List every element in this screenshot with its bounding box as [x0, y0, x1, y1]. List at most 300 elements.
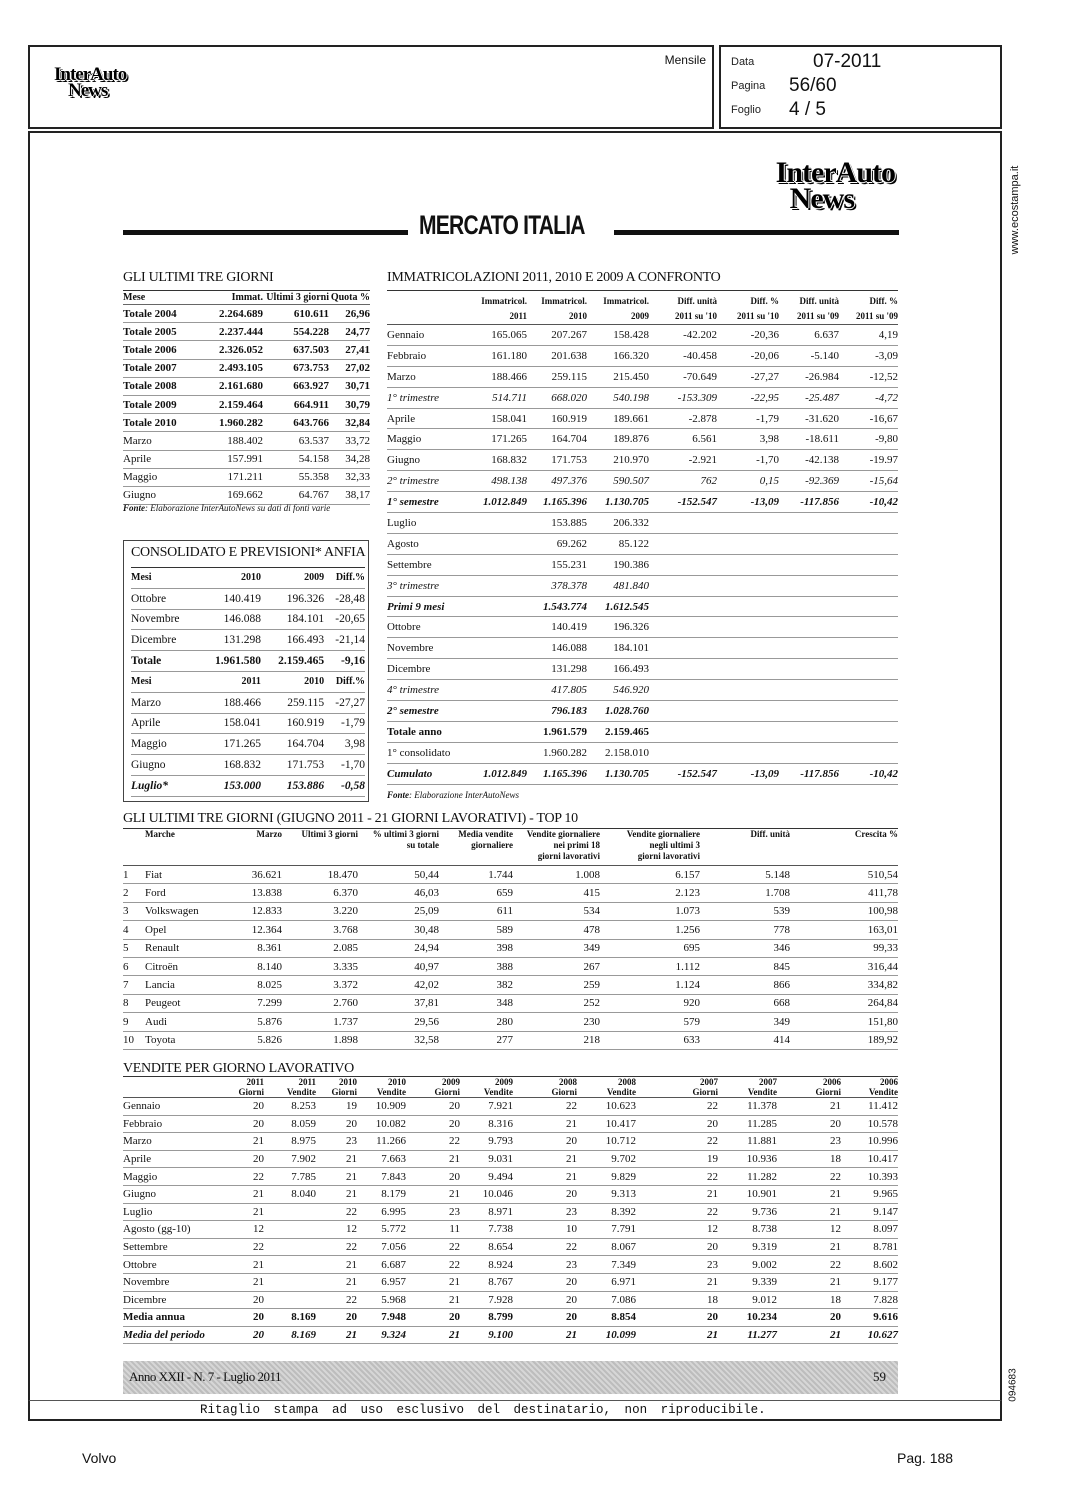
table-row — [131, 651, 365, 672]
table-row — [131, 671, 365, 692]
column-header — [460, 1077, 513, 1098]
table-cell: Aprile — [123, 1150, 218, 1168]
table-cell: % ultimi 3 giorni — [372, 829, 439, 839]
reproduction-notice: Ritaglio stampa ad uso esclusivo del destinatario, non riproducibile. — [200, 1403, 766, 1417]
issue-label: Anno XXII - N. 7 - Luglio 2011 — [129, 1369, 282, 1384]
table-row — [123, 1221, 898, 1239]
table-cell: giorni lavorativi — [637, 851, 700, 861]
table-cell: 2011 — [246, 1077, 264, 1087]
table-cell: -153.309 — [649, 387, 717, 408]
table-cell: 21 — [406, 1291, 460, 1309]
table-cell: 9.002 — [718, 1256, 777, 1274]
table-cell: 2011 — [509, 311, 527, 321]
table-cell: 264,84 — [790, 994, 898, 1012]
table-cell: 2.123 — [600, 884, 700, 902]
table-cell — [779, 617, 839, 638]
column-header — [577, 1077, 636, 1098]
table-cell: 20 — [777, 1115, 841, 1133]
table-cell — [469, 701, 527, 722]
table-cell: Totale 2009 — [123, 395, 201, 413]
table-cell: Mesi — [131, 568, 198, 589]
table-cell: 8.799 — [460, 1309, 513, 1327]
table-cell: 32,33 — [329, 468, 370, 486]
table-cell: negli ultimi 3 — [649, 840, 700, 850]
table-cell: 20 — [513, 1309, 577, 1327]
table-cell: 6.637 — [779, 325, 839, 346]
table-row — [387, 617, 898, 638]
table-cell: 12.833 — [227, 902, 282, 920]
column-header — [123, 829, 145, 866]
table-cell: Febbraio — [387, 345, 469, 366]
table-cell: 2008 — [618, 1077, 636, 1087]
table-cell: 540.198 — [587, 387, 649, 408]
table-cell: 20 — [777, 1309, 841, 1327]
table-cell: 316,44 — [790, 957, 898, 975]
table-cell: -42.202 — [649, 325, 717, 346]
table-cell — [264, 1256, 316, 1274]
table-cell: 9.494 — [460, 1168, 513, 1186]
table-row — [123, 414, 370, 432]
table-cell: 168.832 — [198, 755, 261, 776]
table-cell: 36.621 — [227, 866, 282, 884]
table-row — [387, 471, 898, 492]
table-cell — [264, 1273, 316, 1291]
table-cell: 2.493.105 — [201, 359, 263, 377]
table-cell: 21 — [406, 1185, 460, 1203]
table-cell: 22 — [636, 1203, 718, 1221]
table-cell: 3 — [123, 902, 145, 920]
table-row — [387, 680, 898, 701]
table-cell: Fiat — [145, 866, 227, 884]
table-cell: 1 — [123, 866, 145, 884]
table-cell: 11.378 — [718, 1098, 777, 1116]
table-cell: Maggio — [131, 734, 198, 755]
table-cell: 9.702 — [577, 1150, 636, 1168]
table-cell: Maggio — [123, 468, 201, 486]
table-cell: Dicembre — [131, 630, 198, 651]
table-cell: 2.760 — [282, 994, 358, 1012]
table-cell: 611 — [439, 902, 513, 920]
table-cell: Media annua — [123, 1309, 218, 1327]
table-cell: 11.412 — [841, 1098, 898, 1116]
table-cell: 778 — [700, 921, 790, 939]
table-cell: 1.008 — [513, 866, 600, 884]
table-cell: Totale 2007 — [123, 359, 201, 377]
table-cell: 378.378 — [527, 575, 587, 596]
table-cell: Giorni — [815, 1087, 841, 1097]
table-cell: 21 — [218, 1185, 264, 1203]
table-cell: 9.313 — [577, 1185, 636, 1203]
table-cell: -21,14 — [324, 630, 365, 651]
table-cell: 153.886 — [261, 775, 324, 796]
column-header — [841, 1077, 898, 1098]
table-row — [387, 366, 898, 387]
table-cell: 168.832 — [469, 450, 527, 471]
table-cell: 37,81 — [358, 994, 439, 1012]
table-cell: 4° trimestre — [387, 680, 469, 701]
table-cell: 22 — [406, 1133, 460, 1151]
table-cell — [839, 659, 898, 680]
table-cell: 20 — [218, 1098, 264, 1116]
table-cell: 21 — [316, 1185, 357, 1203]
table-row — [387, 408, 898, 429]
column-header — [779, 291, 839, 325]
table-cell — [649, 721, 717, 742]
table-cell: 25,09 — [358, 902, 439, 920]
table-cell: 10.393 — [841, 1168, 898, 1186]
table-cell: Luglio — [387, 513, 469, 534]
table-cell: 30,79 — [329, 395, 370, 413]
table-cell: 160.919 — [527, 408, 587, 429]
column-header — [145, 829, 227, 866]
table-cell: 280 — [439, 1013, 513, 1031]
table-row — [131, 713, 365, 734]
table-cell: 2009 — [442, 1077, 460, 1087]
table-cell: Vendite — [286, 1087, 316, 1097]
table-cell: 633 — [600, 1031, 700, 1049]
table-cell: 19 — [636, 1150, 718, 1168]
table-cell: 21 — [316, 1168, 357, 1186]
table-cell: 188.402 — [201, 432, 263, 450]
table-cell: 510,54 — [790, 866, 898, 884]
table1-title: GLI ULTIMI TRE GIORNI — [123, 270, 274, 285]
table-cell: 8.361 — [227, 939, 282, 957]
table-cell: -20,06 — [717, 345, 779, 366]
table-header-row: Mese Immat. Ultimi 3 giorni Quota % — [123, 291, 370, 303]
table-cell: 2011 su '09 — [855, 311, 898, 321]
table-cell: 50,44 — [358, 866, 439, 884]
table-cell: 20 — [316, 1115, 357, 1133]
table-cell: 146.088 — [527, 638, 587, 659]
column-header — [587, 291, 649, 325]
table-cell: 10.417 — [577, 1115, 636, 1133]
table-cell: giornaliere — [471, 840, 513, 850]
table-cell: 12 — [777, 1221, 841, 1239]
table-cell: 259 — [513, 976, 600, 994]
table-cell: -13,09 — [717, 763, 779, 784]
table-cell: Febbraio — [123, 1115, 218, 1133]
column-header — [357, 1077, 406, 1098]
table-cell: 3° trimestre — [387, 575, 469, 596]
table-cell: 1.256 — [600, 921, 700, 939]
table-cell: 22 — [316, 1291, 357, 1309]
table-cell: 38,17 — [329, 486, 370, 504]
table-cell: 22 — [316, 1203, 357, 1221]
table-cell: 21 — [406, 1326, 460, 1344]
table-cell: 2007 — [759, 1077, 777, 1087]
table-cell: Agosto — [387, 533, 469, 554]
table-cell — [649, 701, 717, 722]
table-cell — [717, 513, 779, 534]
table-cell: 21 — [777, 1273, 841, 1291]
table-cell: 8 — [123, 994, 145, 1012]
table-cell: -2.921 — [649, 450, 717, 471]
table-cell: 10.099 — [577, 1326, 636, 1344]
table-cell: 20 — [513, 1133, 577, 1151]
table-row — [123, 486, 370, 504]
table-cell — [779, 659, 839, 680]
table-cell: 10 — [513, 1221, 577, 1239]
table-cell: 6.157 — [600, 866, 700, 884]
table-cell: 158.041 — [198, 713, 261, 734]
table-cell — [839, 638, 898, 659]
table-cell: 10.936 — [718, 1150, 777, 1168]
table-cell — [839, 617, 898, 638]
table-cell: 12.364 — [227, 921, 282, 939]
table-cell: Vendite giornaliere — [526, 829, 600, 839]
table-cell: Diff. unità — [677, 296, 717, 306]
table-cell: Renault — [145, 939, 227, 957]
table-cell: Maggio — [123, 1168, 218, 1186]
table-cell: 1.960.282 — [527, 742, 587, 763]
table-row — [387, 659, 898, 680]
table-cell — [649, 742, 717, 763]
section-title-bar — [123, 210, 899, 242]
table-cell — [779, 701, 839, 722]
table-cell: 9.100 — [460, 1326, 513, 1344]
table-cell: 157.991 — [201, 450, 263, 468]
table-cell: 155.231 — [527, 554, 587, 575]
table-row — [387, 450, 898, 471]
table-cell: 7.902 — [264, 1150, 316, 1168]
table-cell: -1,70 — [324, 755, 365, 776]
table-cell: 22 — [636, 1168, 718, 1186]
table-cell: 153.885 — [527, 513, 587, 534]
table-cell: Peugeot — [145, 994, 227, 1012]
table-cell: Marzo — [387, 366, 469, 387]
table-cell: 161.180 — [469, 345, 527, 366]
table-cell: 0,15 — [717, 471, 779, 492]
table-row — [123, 1098, 898, 1116]
table-cell: 4,19 — [839, 325, 898, 346]
table-top10-brands — [123, 828, 898, 1050]
table-cell: 1.028.760 — [587, 701, 649, 722]
table-cell: 2011 — [298, 1077, 316, 1087]
anfia-box — [123, 540, 369, 802]
table-cell: 695 — [600, 939, 700, 957]
table-cell: 1.165.396 — [527, 492, 587, 513]
table-cell: 6 — [123, 957, 145, 975]
table-cell — [717, 659, 779, 680]
table-cell: Opel — [145, 921, 227, 939]
table-cell: -1,79 — [324, 713, 365, 734]
table-cell: 417.805 — [527, 680, 587, 701]
table-cell: -16,67 — [839, 408, 898, 429]
column-header — [469, 291, 527, 325]
table-cell: -10,42 — [839, 492, 898, 513]
table5-title: VENDITE PER GIORNO LAVORATIVO — [123, 1061, 354, 1076]
table-cell: 215.450 — [587, 366, 649, 387]
column-header — [218, 1077, 264, 1098]
column-header — [777, 1077, 841, 1098]
table2-title: CONSOLIDATO E PREVISIONI* ANFIA — [131, 545, 366, 560]
table-cell — [779, 533, 839, 554]
table-cell: 22 — [218, 1238, 264, 1256]
table-cell: 2.237.444 — [201, 323, 263, 341]
table-cell — [469, 554, 527, 575]
table-cell — [717, 638, 779, 659]
table-cell: 1.543.774 — [527, 596, 587, 617]
table-cell: 8.067 — [577, 1238, 636, 1256]
table-cell: -40.458 — [649, 345, 717, 366]
table-cell: 1° consolidato — [387, 742, 469, 763]
table-cell — [649, 638, 717, 659]
table-cell: Mesi — [131, 671, 198, 692]
table-cell: 8.602 — [841, 1256, 898, 1274]
table-cell: 346 — [700, 939, 790, 957]
table-cell: 21 — [218, 1256, 264, 1274]
table-cell: 164.704 — [527, 429, 587, 450]
table-cell: -12,52 — [839, 366, 898, 387]
table-cell: 10.909 — [357, 1098, 406, 1116]
interautonews-logo: InterAuto News — [54, 64, 127, 102]
table-cell: 5.826 — [227, 1031, 282, 1049]
table-cell: -42.138 — [779, 450, 839, 471]
table-cell — [839, 533, 898, 554]
table-cell: 140.419 — [527, 617, 587, 638]
table-cell: 11.881 — [718, 1133, 777, 1151]
table-row — [123, 377, 370, 395]
table-cell: 40,97 — [358, 957, 439, 975]
table-cell: 21 — [636, 1273, 718, 1291]
table-cell: -92.369 — [779, 471, 839, 492]
column-header — [264, 1077, 316, 1098]
table-row — [123, 939, 898, 957]
table-cell: 22 — [513, 1238, 577, 1256]
table-cell: 54.158 — [263, 450, 329, 468]
table-cell: 160.919 — [261, 713, 324, 734]
table-cell: 21 — [218, 1273, 264, 1291]
table-cell — [717, 680, 779, 701]
table-cell: 166.320 — [587, 345, 649, 366]
table-row — [387, 721, 898, 742]
table-cell: Diff. unità — [799, 296, 839, 306]
table-cell: Aprile — [387, 408, 469, 429]
table-cell: 21 — [406, 1150, 460, 1168]
table-cell: 643.766 — [263, 414, 329, 432]
table-cell: 21 — [316, 1256, 357, 1274]
table-cell: 207.267 — [527, 325, 587, 346]
header-left-box — [28, 45, 714, 129]
frequency-label: Mensile — [664, 53, 706, 67]
table-header-row — [123, 1077, 898, 1098]
table-row — [131, 588, 365, 609]
table-cell: 5.772 — [357, 1221, 406, 1239]
table-row — [387, 596, 898, 617]
table-cell: 23 — [513, 1203, 577, 1221]
table-cell: Agosto (gg-10) — [123, 1221, 218, 1239]
table-cell: -28,48 — [324, 588, 365, 609]
table-cell: Giorni — [551, 1087, 577, 1097]
table-cell: 382 — [439, 976, 513, 994]
table-cell: 415 — [513, 884, 600, 902]
table-cell: 21 — [777, 1238, 841, 1256]
table-cell: -117.856 — [779, 492, 839, 513]
table-cell: Vendite — [483, 1087, 513, 1097]
table-cell: 5.148 — [700, 866, 790, 884]
table-cell: 7.948 — [357, 1309, 406, 1327]
table-cell: Ultimi 3 giorni — [301, 829, 358, 839]
table-cell — [717, 721, 779, 742]
table-cell: 8.738 — [718, 1221, 777, 1239]
table-row — [131, 609, 365, 630]
table-cell: 1° trimestre — [387, 387, 469, 408]
table-cell: 20 — [218, 1326, 264, 1344]
table-cell: 1.012.849 — [469, 492, 527, 513]
table-cell: 190.386 — [587, 554, 649, 575]
table-cell: 2011 su '10 — [736, 311, 779, 321]
table-cell: 5.876 — [227, 1013, 282, 1031]
table-cell — [717, 742, 779, 763]
table-cell: 21 — [316, 1150, 357, 1168]
table-cell: -152.547 — [649, 763, 717, 784]
table-row — [131, 775, 365, 796]
table-cell: 21 — [513, 1115, 577, 1133]
table-cell: Novembre — [123, 1273, 218, 1291]
table-row — [123, 1115, 898, 1133]
table-cell: 20 — [406, 1098, 460, 1116]
table-cell: 21 — [406, 1273, 460, 1291]
table-cell — [649, 659, 717, 680]
table-cell: 9.147 — [841, 1203, 898, 1221]
table-cell: Diff. unità — [750, 829, 790, 839]
table-cell: 24,94 — [358, 939, 439, 957]
table-immatricolazioni — [387, 290, 898, 785]
table-cell — [717, 701, 779, 722]
table-cell: 845 — [700, 957, 790, 975]
table-cell: Cumulato — [387, 763, 469, 784]
table-cell: 10.578 — [841, 1115, 898, 1133]
table-cell: 10.046 — [460, 1185, 513, 1203]
table-cell: 189.661 — [587, 408, 649, 429]
table-row — [387, 638, 898, 659]
table-row — [123, 1168, 898, 1186]
table-cell: 188.466 — [198, 692, 261, 713]
table-header-row — [387, 291, 898, 325]
table-cell: 20 — [316, 1309, 357, 1327]
table-row — [131, 568, 365, 589]
table-cell: 388 — [439, 957, 513, 975]
table-cell: Vendite — [868, 1087, 898, 1097]
table3-title: IMMATRICOLAZIONI 2011, 2010 E 2009 A CONFRONTO — [387, 270, 721, 285]
table-cell: Toyota — [145, 1031, 227, 1049]
table-cell: 21 — [218, 1133, 264, 1151]
table-cell: 20 — [636, 1238, 718, 1256]
table-cell: Dicembre — [387, 659, 469, 680]
table-row — [123, 1256, 898, 1274]
clipping-page: Pag. 188 — [897, 1450, 954, 1466]
table-cell — [469, 533, 527, 554]
interautonews-logo-large: InterAuto News — [775, 156, 895, 215]
table-cell: 20 — [406, 1309, 460, 1327]
table-cell — [839, 680, 898, 701]
table-cell: 267 — [513, 957, 600, 975]
table-cell: 10.901 — [718, 1185, 777, 1203]
table-cell: 2.085 — [282, 939, 358, 957]
table-cell: 2011 — [198, 671, 261, 692]
table-cell: 20 — [406, 1168, 460, 1186]
table-cell: 171.753 — [527, 450, 587, 471]
table-cell: 411,78 — [790, 884, 898, 902]
table-cell — [839, 513, 898, 534]
table-cell: Citroën — [145, 957, 227, 975]
column-header — [227, 829, 282, 866]
table-cell: 6.687 — [357, 1256, 406, 1274]
table-cell: 63.537 — [263, 432, 329, 450]
table-cell: 1° semestre — [387, 492, 469, 513]
table-cell: Giorni — [331, 1087, 357, 1097]
table-cell: -117.856 — [779, 763, 839, 784]
